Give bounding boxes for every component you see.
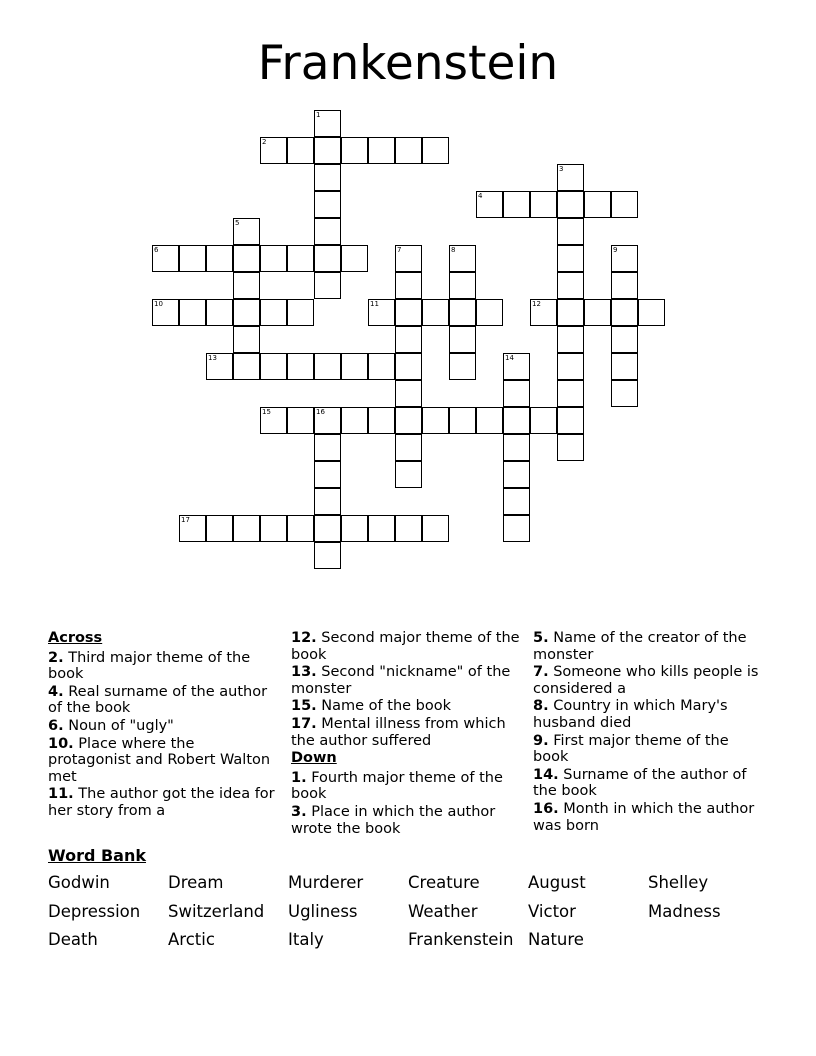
grid-cell[interactable] — [341, 245, 368, 272]
clue-number: 6 — [154, 246, 159, 254]
clue-across-12: 12. Second major theme of the book — [291, 630, 520, 663]
grid-cell[interactable] — [287, 515, 314, 542]
grid-cell[interactable] — [314, 191, 341, 218]
grid-cell[interactable] — [422, 407, 449, 434]
grid-cell[interactable] — [395, 380, 422, 407]
clue-across-15: 15. Name of the book — [291, 698, 452, 715]
grid-cell[interactable] — [557, 164, 584, 191]
grid-cell[interactable] — [530, 191, 557, 218]
word-bank-item: August — [528, 873, 586, 892]
grid-cell[interactable] — [314, 245, 341, 272]
grid-cell[interactable] — [530, 407, 557, 434]
grid-cell[interactable] — [233, 299, 260, 326]
grid-cell[interactable] — [368, 137, 395, 164]
clue-down-5: 5. Name of the creator of the monster — [533, 630, 747, 663]
grid-cell[interactable] — [557, 380, 584, 407]
grid-cell[interactable] — [287, 407, 314, 434]
grid-cell[interactable] — [584, 299, 611, 326]
grid-cell[interactable] — [368, 299, 395, 326]
grid-cell[interactable] — [449, 407, 476, 434]
grid-cell[interactable] — [422, 299, 449, 326]
word-bank-item: Weather — [408, 901, 478, 921]
grid-cell[interactable] — [611, 353, 638, 380]
grid-cell[interactable] — [395, 299, 422, 326]
grid-cell[interactable] — [341, 515, 368, 542]
grid-cell[interactable] — [395, 407, 422, 434]
clue-number: 5 — [235, 219, 240, 227]
grid-cell[interactable] — [449, 353, 476, 380]
clue-number: 17 — [181, 516, 190, 524]
grid-cell[interactable] — [260, 137, 287, 164]
clues-column-3 — [533, 630, 768, 835]
clue-number: 11 — [370, 300, 379, 308]
grid-cell[interactable] — [395, 245, 422, 272]
word-bank-item: Shelley — [648, 873, 709, 892]
grid-cell[interactable] — [476, 407, 503, 434]
clue-down-8: 8. Country in which Mary's husband died — [533, 698, 728, 731]
grid-cell[interactable] — [233, 515, 260, 542]
clue-number: 2 — [262, 138, 267, 146]
clue-down-9: 9. First major theme of the book — [533, 732, 729, 766]
grid-cell[interactable] — [557, 326, 584, 353]
grid-cell[interactable] — [314, 461, 341, 488]
grid-cell[interactable] — [503, 434, 530, 461]
grid-cell[interactable] — [314, 137, 341, 164]
grid-cell[interactable] — [503, 488, 530, 515]
clue-number: 3 — [559, 165, 564, 173]
clue-number: 16 — [316, 408, 325, 416]
grid-cell[interactable] — [611, 326, 638, 353]
grid-cell[interactable] — [557, 434, 584, 461]
clue-number: 9 — [613, 246, 618, 254]
grid-cell[interactable] — [152, 299, 179, 326]
clue-across-13: 13. Second "nickname" of the monster — [291, 664, 511, 697]
grid-cell[interactable] — [179, 299, 206, 326]
grid-cell[interactable] — [503, 353, 530, 380]
word-bank-item: Arctic — [168, 930, 215, 949]
grid-cell[interactable] — [287, 245, 314, 272]
grid-cell[interactable] — [260, 245, 287, 272]
grid-cell[interactable] — [260, 407, 287, 434]
grid-cell[interactable] — [233, 326, 260, 353]
clue-down-16: 16. Month in which the author was born — [533, 800, 755, 834]
word-bank-item: Depression — [48, 901, 141, 921]
grid-cell[interactable] — [503, 407, 530, 434]
word-bank-item: Creature — [408, 873, 480, 892]
clues-column-1 — [48, 630, 280, 821]
grid-cell[interactable] — [530, 299, 557, 326]
word-bank-heading: Word Bank — [48, 846, 147, 865]
grid-cell[interactable] — [395, 434, 422, 461]
grid-cell[interactable] — [395, 272, 422, 299]
word-bank-item: Switzerland — [168, 901, 265, 921]
grid-cell[interactable] — [422, 515, 449, 542]
grid-cell[interactable] — [476, 299, 503, 326]
grid-cell[interactable] — [611, 272, 638, 299]
clue-across-17: 17. Mental illness from which the author suffered — [291, 715, 506, 749]
grid-cell[interactable] — [206, 353, 233, 380]
clues-column-2 — [291, 630, 521, 838]
grid-cell[interactable] — [368, 515, 395, 542]
grid-cell[interactable] — [422, 137, 449, 164]
clue-down-7: 7. Someone who kills people is considered a — [533, 664, 759, 697]
grid-cell[interactable] — [233, 353, 260, 380]
word-bank-item: Frankenstein — [408, 930, 514, 949]
word-bank-item: Godwin — [48, 873, 110, 892]
grid-cell[interactable] — [152, 245, 179, 272]
clue-across-10: 10. Place where the protagonist and Robert Walton met — [48, 735, 271, 785]
grid-cell[interactable] — [314, 272, 341, 299]
grid-cell[interactable] — [314, 515, 341, 542]
grid-cell[interactable] — [449, 272, 476, 299]
word-bank-item: Madness — [648, 901, 721, 921]
clue-number: 7 — [397, 246, 402, 254]
grid-cell[interactable] — [557, 191, 584, 218]
word-bank-item: Victor — [528, 901, 576, 921]
grid-cell[interactable] — [206, 299, 233, 326]
grid-cell[interactable] — [557, 272, 584, 299]
grid-cell[interactable] — [233, 218, 260, 245]
grid-cell[interactable] — [287, 299, 314, 326]
across-heading: Across — [48, 630, 103, 646]
grid-cell[interactable] — [314, 434, 341, 461]
grid-cell[interactable] — [314, 353, 341, 380]
clue-number: 10 — [154, 300, 163, 308]
grid-cell[interactable] — [449, 245, 476, 272]
grid-cell[interactable] — [314, 164, 341, 191]
clue-down-3: 3. Place in which the author wrote the book — [291, 803, 496, 837]
page-title: Frankenstein — [257, 36, 559, 91]
grid-cell[interactable] — [179, 515, 206, 542]
grid-cell[interactable] — [233, 272, 260, 299]
clue-down-14: 14. Surname of the author of the book — [533, 766, 747, 800]
grid-cell[interactable] — [179, 245, 206, 272]
grid-cell[interactable] — [611, 299, 638, 326]
grid-cell[interactable] — [449, 326, 476, 353]
grid-cell[interactable] — [557, 407, 584, 434]
grid-cell[interactable] — [503, 191, 530, 218]
grid-cell[interactable] — [611, 191, 638, 218]
clue-across-4: 4. Real surname of the author of the book — [48, 683, 268, 717]
word-bank — [48, 873, 768, 959]
down-heading: Down — [291, 750, 337, 767]
grid-cell[interactable] — [314, 110, 341, 137]
clue-number: 8 — [451, 246, 456, 254]
grid-cell[interactable] — [557, 299, 584, 326]
word-bank-item: Dream — [168, 873, 224, 892]
grid-cell[interactable] — [449, 299, 476, 326]
clue-number: 15 — [262, 408, 271, 416]
grid-cell[interactable] — [260, 515, 287, 542]
grid-cell[interactable] — [287, 353, 314, 380]
clue-number: 13 — [208, 354, 217, 362]
grid-cell[interactable] — [557, 353, 584, 380]
word-bank-item: Murderer — [288, 873, 364, 892]
grid-cell[interactable] — [503, 461, 530, 488]
word-bank-item: Death — [48, 930, 98, 949]
clue-across-11: 11. The author got the idea for her story from a — [48, 786, 275, 819]
grid-cell[interactable] — [611, 245, 638, 272]
grid-cell[interactable] — [395, 461, 422, 488]
clue-down-1: 1. Fourth major theme of the book — [291, 769, 503, 803]
clue-number: 1 — [316, 111, 321, 119]
grid-cell[interactable] — [206, 245, 233, 272]
clue-across-6: 6. Noun of "ugly" — [48, 717, 174, 734]
word-bank-item: Ugliness — [288, 901, 358, 921]
grid-cell[interactable] — [314, 407, 341, 434]
grid-cell[interactable] — [503, 515, 530, 542]
grid-cell[interactable] — [557, 245, 584, 272]
grid-cell[interactable] — [395, 515, 422, 542]
grid-cell[interactable] — [557, 218, 584, 245]
clue-number: 12 — [532, 300, 541, 308]
grid-cell[interactable] — [611, 380, 638, 407]
grid-cell[interactable] — [341, 137, 368, 164]
grid-cell[interactable] — [341, 353, 368, 380]
clue-across-2: 2. Third major theme of the book — [48, 649, 251, 683]
word-bank-item: Italy — [288, 930, 324, 949]
clue-number: 4 — [478, 192, 483, 200]
grid-cell[interactable] — [503, 380, 530, 407]
grid-cell[interactable] — [395, 137, 422, 164]
grid-cell[interactable] — [395, 353, 422, 380]
grid-cell[interactable] — [314, 218, 341, 245]
word-bank-item: Nature — [528, 930, 584, 949]
grid-cell[interactable] — [260, 299, 287, 326]
grid-cell[interactable] — [395, 326, 422, 353]
grid-cell[interactable] — [476, 191, 503, 218]
grid-cell[interactable] — [584, 191, 611, 218]
grid-cell[interactable] — [368, 407, 395, 434]
grid-cell[interactable] — [287, 137, 314, 164]
grid-cell[interactable] — [314, 542, 341, 569]
grid-cell[interactable] — [260, 353, 287, 380]
grid-cell[interactable] — [368, 353, 395, 380]
grid-cell[interactable] — [314, 488, 341, 515]
clue-number: 14 — [505, 354, 514, 362]
grid-cell[interactable] — [233, 245, 260, 272]
grid-cell[interactable] — [341, 407, 368, 434]
grid-cell[interactable] — [638, 299, 665, 326]
grid-cell[interactable] — [206, 515, 233, 542]
